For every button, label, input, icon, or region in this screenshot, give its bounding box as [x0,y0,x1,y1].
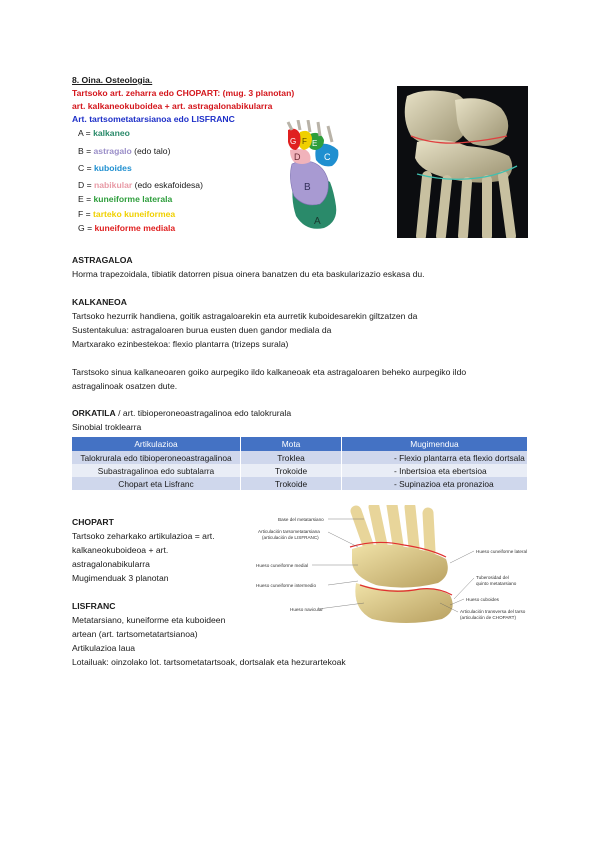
diagram-letter-d: D [294,152,301,162]
table-cell: Trokoide [241,477,342,490]
lisfranc-line-3: Artikulazioa laua [72,643,136,653]
legend-item-d: D = nabikular (edo eskafoidesa) [78,180,203,190]
chopart-line-1: Tartsoko zeharkako artikulazioa = art. [72,531,215,541]
table-cell: Subastragalinoa edo subtalarra [72,464,241,477]
table-cell: Talokrurala edo tibioperoneoastragalinoa [72,451,241,464]
lisfranc-line-4: Lotailuak: oinzolako lot. tartsometatartsoak, dortsalak eta hezurartekoak [72,657,346,667]
label-base-metatarsiano: Base del metatarsiano [278,517,324,522]
legend-letter: F [78,209,84,219]
orkatila-sub: Sinobial troklearra [72,422,142,432]
legend-name: astragalo [93,146,132,156]
legend-name: kuneiforme laterala [93,194,173,204]
legend-name: tarteko kuneiformea [93,209,176,219]
legend-letter: D [78,180,85,190]
astragaloa-text: Horma trapezoidala, tibiatik datorren pisua oinera banatzen du eta baskularizazio eskasa du. [72,269,425,279]
lisfranc-heading: LISFRANC [72,601,116,611]
legend-item-c: C = kuboides [78,163,132,173]
table-cell: Chopart eta Lisfranc [72,477,241,490]
legend-letter: E [78,194,84,204]
legend-item-b: B = astragalo (edo talo) [78,146,171,156]
label-cuneiforme-medial: Hueso cuneiforme medial [256,563,309,568]
foot-skeleton-illustration [397,86,528,238]
lisfranc-line-2: artean (art. tartsometatartsianoa) [72,629,198,639]
legend-letter: C [78,163,85,173]
legend-name: nabikular [94,180,133,190]
page-title: 8. Oina. Osteologia. [72,75,153,85]
label-cuneiforme-intermedio: Hueso cuneiforme intermedio [256,583,317,588]
table-header: Mugimendua [342,437,528,451]
table-row [72,451,528,464]
table-cell: - Flexio plantarra eta flexio dortsala [342,451,528,464]
foot-skeleton-photo [397,86,528,238]
diagram-letter-a: A [314,216,321,227]
legend-letter: A [78,128,84,138]
legend-item-a: A = kalkaneo [78,128,130,138]
label-art-tarsometatarsiana: Articulación tarsometatarsiana [258,529,320,534]
legend-letter: G [78,223,85,233]
sinua-line-2: astragalinoak osatzen dute. [72,381,178,391]
legend-item-g: G = kuneiforme mediala [78,223,176,233]
legend-extra: (edo eskafoidesa) [132,180,203,190]
table-header: Mota [241,437,342,451]
table-header: Artikulazioa [72,437,241,451]
label-quinto-metatarsiano: quinto metatarsiano [476,581,517,586]
table-cell: Trokoide [241,464,342,477]
table-row [72,477,528,490]
tarsal-bones-diagram [282,120,346,232]
legend-letter: B [78,146,84,156]
legend-name: kuneiforme mediala [94,223,176,233]
diagram-letter-g: G [290,137,297,146]
kalkaneoa-heading: KALKANEOA [72,297,127,307]
diagram-letter-b: B [304,182,311,193]
diagram-letter-f: F [302,137,307,146]
chopart-line: Tartsoko art. zeharra edo CHOPART: (mug. 3 planotan) [72,88,295,98]
table-cell: Troklea [241,451,342,464]
label-navicular: Hueso navicular [290,607,323,612]
diagram-letter-e: E [312,139,318,148]
label-lisfranc: (articulación de LISFRANC) [262,535,319,540]
legend-item-e: E = kuneiforme laterala [78,194,173,204]
lisfranc-line: Art. tartsometatarsianoa edo LISFRANC [72,114,235,124]
table-header-row [72,437,528,451]
chopart-sub: art. kalkaneokuboidea + art. astragalonabikularra [72,101,273,111]
chopart-line-2: kalkaneokuboideoa + art. [72,545,169,555]
legend-extra: (edo talo) [131,146,171,156]
kalkaneoa-line-1: Tartsoko hezurrik handiena, goitik astragaloarekin eta aurretik kuboidesarekin giltzatzen da [72,311,418,321]
label-chopart: (articulación de CHOPART) [460,615,516,620]
diagram-letter-c: C [324,152,331,162]
orkatila-heading [72,407,291,419]
legend-name: kuboides [94,163,132,173]
chopart-line-4: Mugimenduak 3 planotan [72,573,169,583]
labeled-foot-figure [254,505,546,627]
label-cuneiforme-lateral: Hueso cuneiforme lateral [476,549,528,554]
table-cell: - Supinazioa eta pronazioa [342,477,528,490]
chopart-heading: CHOPART [72,517,114,527]
label-leader-lines [254,505,546,627]
sinua-line-1: Tarstsoko sinua kalkaneoaren goiko aurpegiko ildo kalkaneoak eta astragaloaren beheko aurpegiko ildo [72,367,467,377]
label-cuboides: Hueso cuboides [466,597,499,602]
table-cell: - Inbertsioa eta ebertsioa [342,464,528,477]
orkatila-heading-rest: / art. tibioperoneoastragalinoa edo talokrurala [115,408,292,418]
lisfranc-line-1: Metatarsiano, kuneiforme eta kuboideen [72,615,226,625]
label-art-transversa: Articulación transversa del tarso [460,609,526,614]
label-tuberosidad: Tuberosidad del [476,575,509,580]
table-row [72,464,528,477]
chopart-line-3: astragalonabikularra [72,559,150,569]
orkatila-heading-bold: ORKATILA [72,408,116,418]
astragaloa-heading: ASTRAGALOA [72,255,133,265]
kalkaneoa-line-2: Sustentakulua: astragaloaren burua eusten duen gandor mediala da [72,325,332,335]
legend-item-f: F = tarteko kuneiformea [78,209,176,219]
kalkaneoa-line-3: Martxarako ezinbestekoa: flexio plantarra (trizeps surala) [72,339,289,349]
legend-name: kalkaneo [93,128,130,138]
articulation-table [72,437,528,490]
